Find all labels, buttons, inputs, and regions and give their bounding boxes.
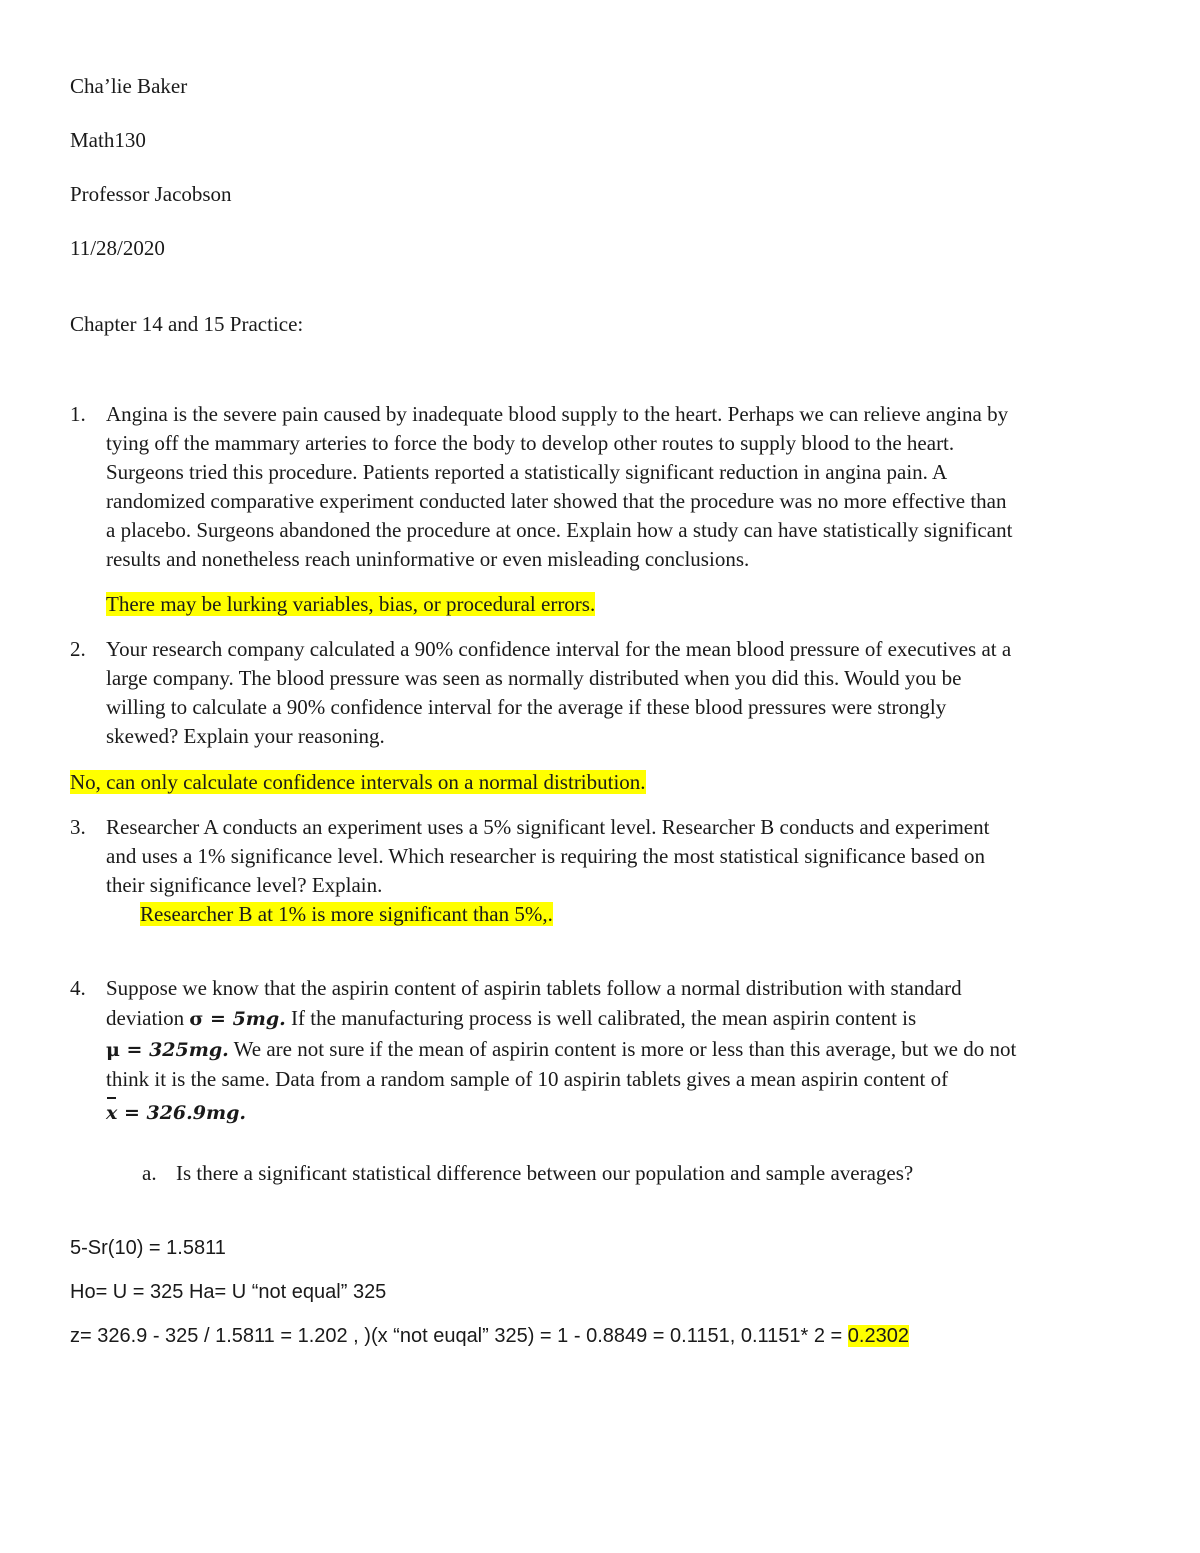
- q3-line: Researcher A conducts an experiment uses a 5% significant level. Researcher B conducts and experiment: [106, 815, 990, 839]
- professor-name: Professor Jacobson: [70, 182, 232, 206]
- final-result: 0.2302: [847, 1325, 909, 1347]
- q1-line: results and nonetheless reach uninformative or even misleading conclusions.: [106, 547, 750, 571]
- q4a-text: Is there a significant statistical difference between our population and sample averages?: [176, 1161, 914, 1185]
- q1-line: randomized comparative experiment conducted later showed that the procedure was no more effective than: [106, 489, 1007, 513]
- q1-line: tying off the mammary arteries to force the body to develop other routes to supply blood to the heart.: [106, 431, 955, 455]
- q3-line: their significance level? Explain.: [106, 873, 383, 897]
- q1-answer: There may be lurking variables, bias, or procedural errors.: [106, 592, 596, 616]
- mu-formula: μ = 325mg.: [106, 1039, 229, 1061]
- q1-line: Surgeons tried this procedure. Patients reported a statistically significant reduction in angina pain. A: [106, 460, 948, 484]
- q3-answer: Researcher B at 1% is more significant than 5%,.: [140, 902, 553, 926]
- q1-line: a placebo. Surgeons abandoned the procedure at once. Explain how a study can have statistically significant: [106, 518, 1013, 542]
- q4-line: deviation σ = 5mg. If the manufacturing process is well calibrated, the mean aspirin content is: [106, 1006, 917, 1030]
- q4-line: think it is the same. Data from a random sample of 10 aspirin tablets gives a mean aspirin content of: [106, 1067, 949, 1091]
- q1-line: Angina is the severe pain caused by inadequate blood supply to the heart. Perhaps we can relieve angina by: [106, 402, 1009, 426]
- work-line: 5-Sr(10) = 1.5811: [70, 1237, 226, 1259]
- q2-number: 2.: [70, 637, 86, 661]
- work-line: Ho= U = 325 Ha= U “not equal” 325: [70, 1281, 387, 1303]
- q4-line: μ = 325mg. We are not sure if the mean of aspirin content is more or less than this average, but we do not: [106, 1037, 1017, 1061]
- q4-line: [106, 1098, 246, 1127]
- sigma-formula: σ = 5mg.: [189, 1008, 286, 1030]
- xbar-formula: x = 326.9mg.: [106, 1102, 246, 1124]
- q3-number: 3.: [70, 815, 86, 839]
- q2-line: willing to calculate a 90% confidence interval for the average if these blood pressures were strongly: [106, 695, 947, 719]
- q2-line: large company. The blood pressure was seen as normally distributed when you did this. Would you be: [106, 666, 962, 690]
- q2-line: Your research company calculated a 90% confidence interval for the mean blood pressure of executives at a: [106, 637, 1012, 661]
- q2-line: skewed? Explain your reasoning.: [106, 724, 385, 748]
- q3-line: and uses a 1% significance level. Which researcher is requiring the most statistical significance based on: [106, 844, 985, 868]
- q1-number: 1.: [70, 402, 86, 426]
- q4-number: 4.: [70, 976, 86, 1000]
- work-line: z= 326.9 - 325 / 1.5811 = 1.202 , )(x “not euqal” 325) = 1 - 0.8849 = 0.1151, 0.1151* 2 = 0.2302: [70, 1325, 909, 1347]
- q4a-label: a.: [142, 1161, 157, 1185]
- q2-answer: No, can only calculate confidence intervals on a normal distribution.: [70, 770, 646, 794]
- page-title: Chapter 14 and 15 Practice:: [70, 312, 304, 336]
- date: 11/28/2020: [70, 236, 165, 260]
- student-name: Cha’lie Baker: [70, 74, 188, 98]
- course-name: Math130: [70, 128, 146, 152]
- q4-line: Suppose we know that the aspirin content of aspirin tablets follow a normal distribution with standard: [106, 976, 962, 1000]
